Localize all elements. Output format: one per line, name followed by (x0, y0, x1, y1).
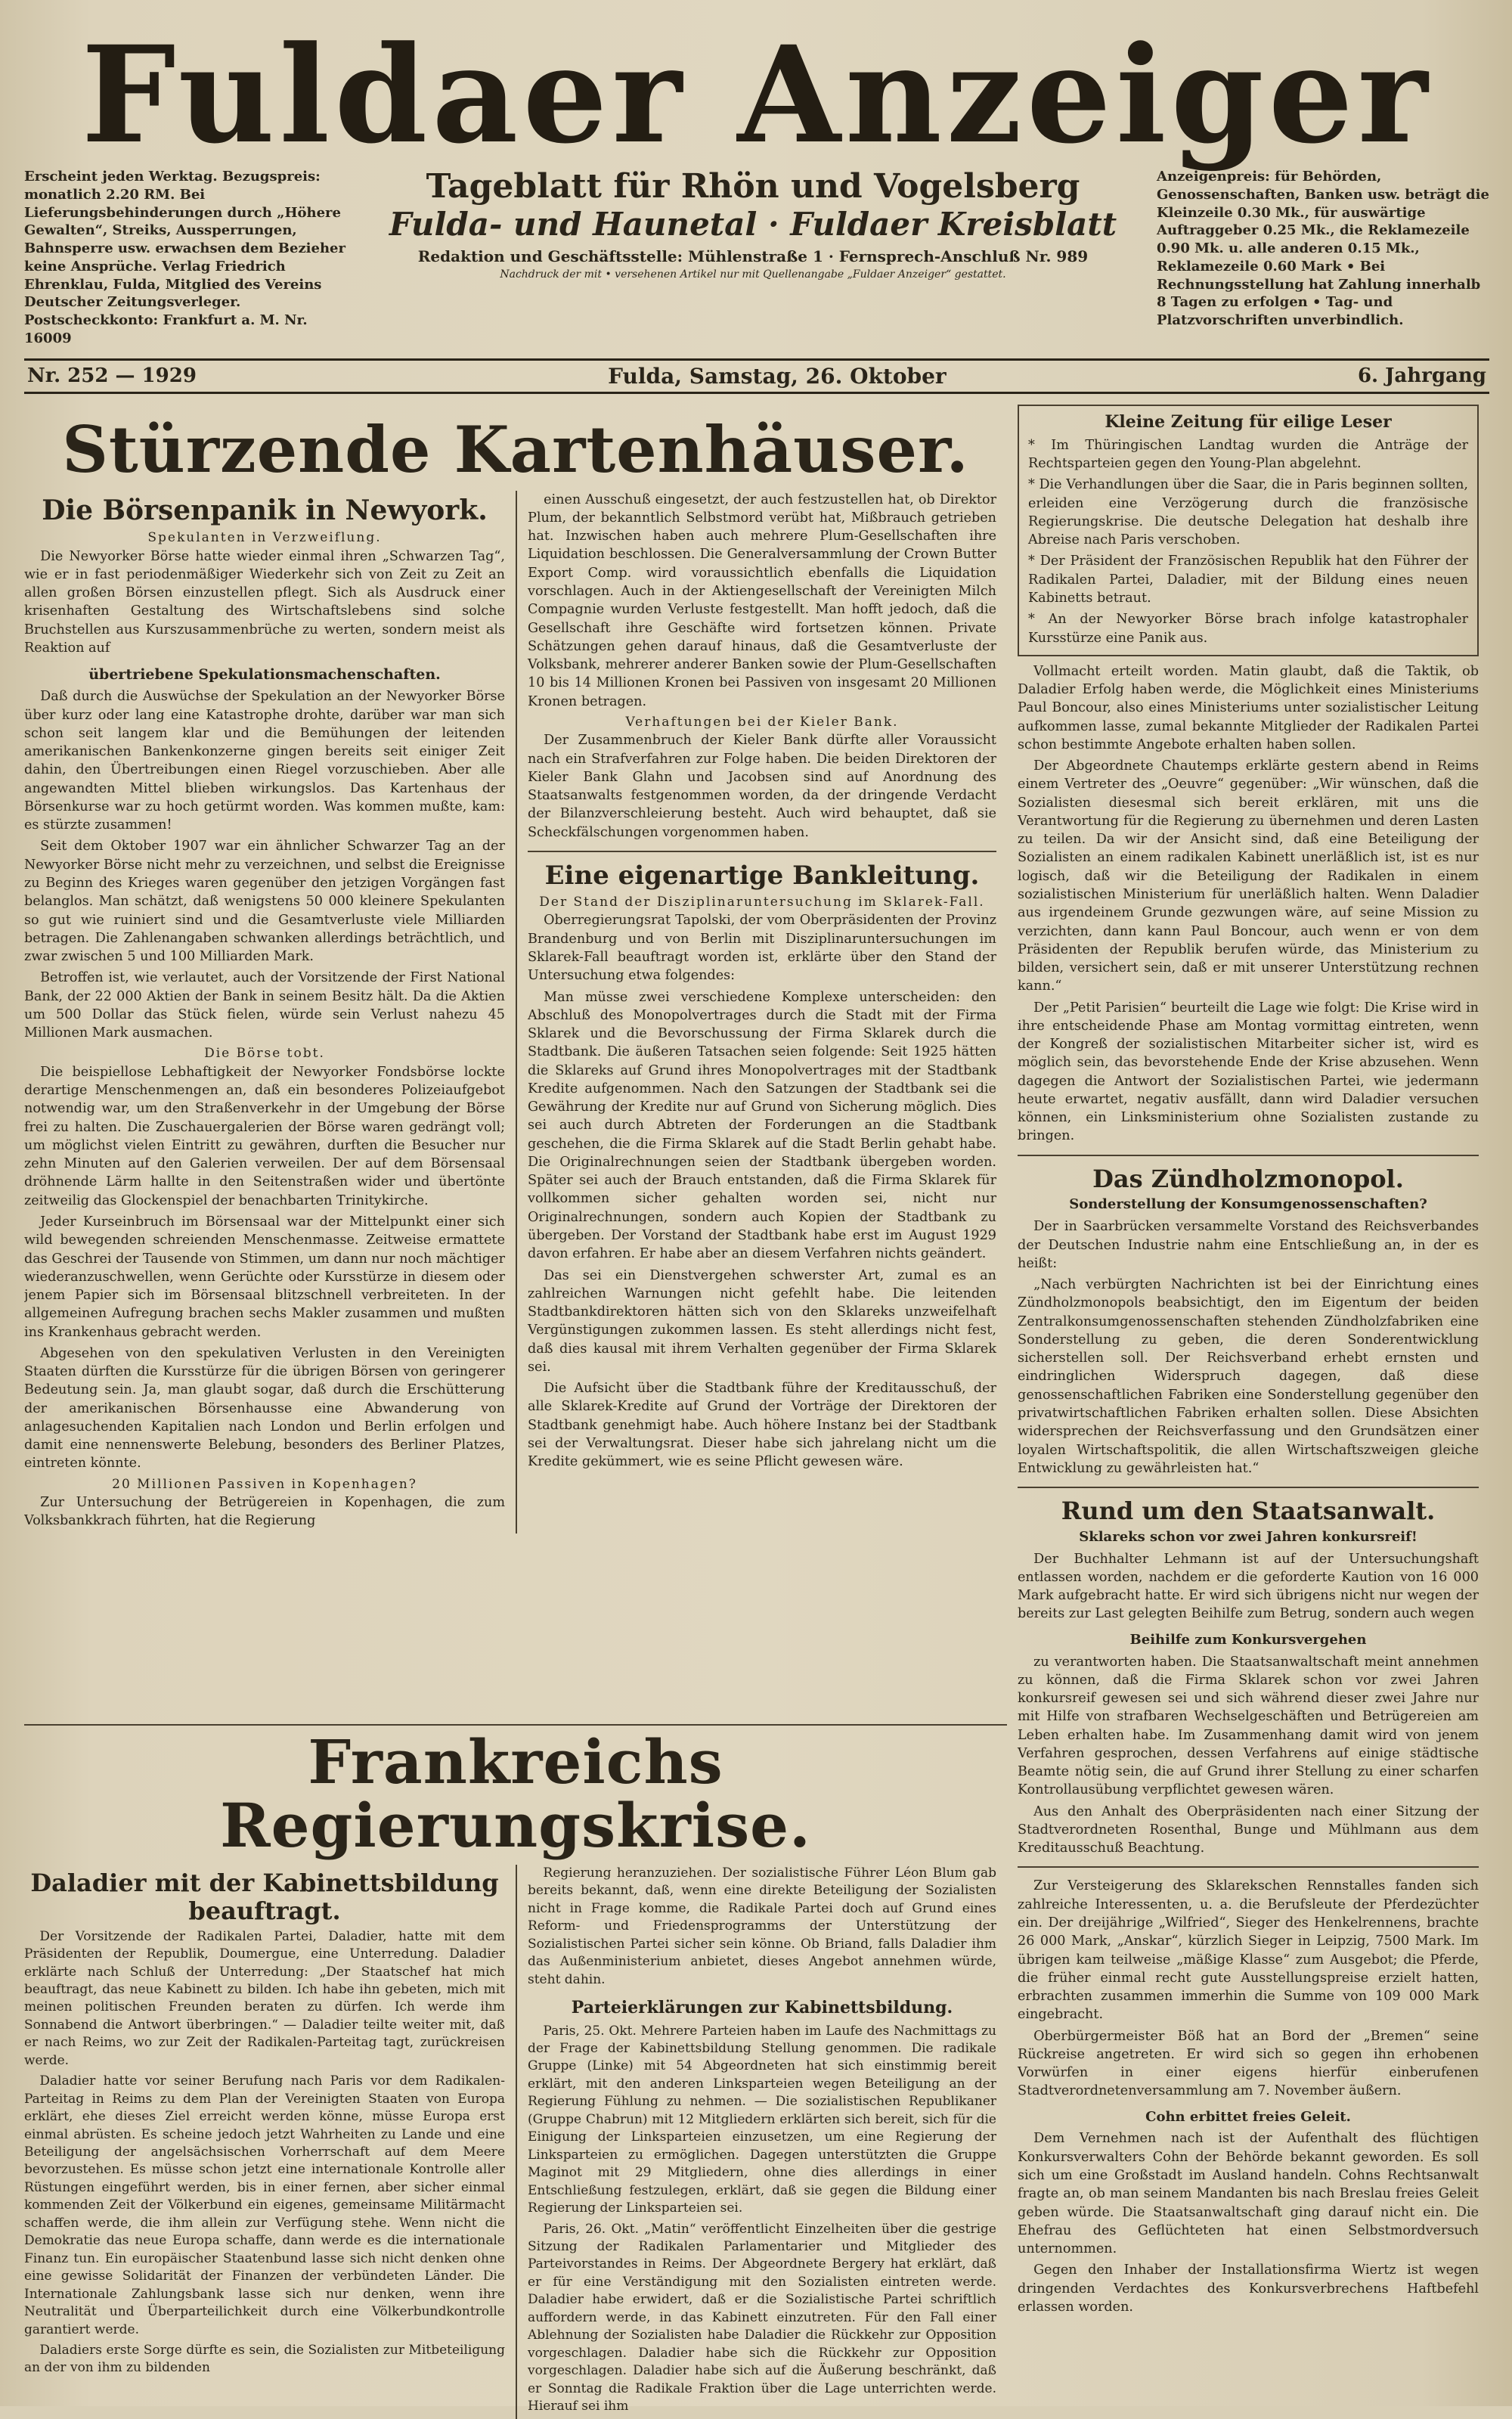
lead-subheadline: Die Börsenpanik in Newyork. (42, 494, 488, 526)
lead-kicker: Spekulanten in Verzweiflung. (147, 530, 382, 546)
lead-paragraph: Die Newyorker Börse hatte wieder einmal ihren „Schwarzen Tag“, wie er in fast periodenmäßiger Wiederkehr sich von Zeit zu Zeit an allen großen Börsen einzustellen pflegt. Sich als Ausdruck einer krisenhaften Gestaltung des Wirtschaftslebens sind solche Bruchstellen aus Kurszusammenbrüche zu werten, sondern meist als Reaktion auf (24, 548, 505, 656)
lead-paragraph: Betroffen ist, wie verlautet, auch der Vorsitzende der First National Bank, der 22 000 Aktien der Bank in seinem Besitz hält. Da die Aktien um 500 Dollar das Stück fielen, würde sein Verlust nahezu 45 Millionen Mark ausmachen. (24, 970, 505, 1041)
article-subhead: Cohn erbittet freies Geleit. (1145, 2108, 1351, 2125)
place-date: Fulda, Samstag, 26. Oktober (608, 363, 947, 389)
lead-paragraph: Seit dem Oktober 1907 war ein ähnlicher Schwarzer Tag an der Newyorker Börse nicht mehr zu verzeichnen, und selbst die Ereignisse zu Beginn des Krieges waren gegenüber den jetzigen Vorgängen fast belanglos. Man schätzt, daß wenigstens 50 000 kleinere Spekulanten so gut wie ruiniert sind und die Gesamtverluste viele Milliarden betragen. Die Zahlenangaben schwanken allerdings beträchtlich, und zwar zwischen 5 und 100 Milliarden Mark. (24, 839, 505, 965)
france-columns (24, 1865, 1007, 2419)
article-paragraph: Der Abgeordnete Chautemps erklärte gestern abend in Reims einem Vertreter des „Oeuvre“ gegenüber: „Wir wünschen, daß die Sozialisten diesesmal sich bereit erklären, mit uns die Verantwortung für die Regierung zu übernehmen und deren Lasten zu teilen. Da wir der Ansicht sind, daß eine Beteiligung der Sozialisten an einem radikalen Kabinett unerläßlich ist, ist es nur logisch, daß wir die Beteiligung der Radikalen in einem sozialistischen Ministerium für unerläßlich halten. Wenn Daladier aus irgendeinem Grunde gezwungen wäre, auf seine Mission zu verzichten, dann kann Paul Boncour, auch wenn er von dem Präsidenten der Republik berufen würde, das Ministerium zu bilden, versichert sein, daß er mit unserer Unterstützung rechnen kann.“ (1018, 758, 1479, 994)
article-paragraph: Der Zusammenbruch der Kieler Bank dürfte aller Voraussicht nach ein Strafverfahren zur Folge haben. Die beiden Direktoren der Kieler Bank Glahn und Jacobsen sind auf Anordnung des Staatsanwalts festgenommen worden, da der dringende Verdacht der Bilanzverschleierung besteht. Auch wird behauptet, daß sie Scheckfälschungen vorgenommen haben. (528, 733, 996, 840)
article-paragraph: Zur Versteigerung des Sklarekschen Rennstalles fanden sich zahlreiche Interessenten, u. a. die Berufsleute der Pferdezüchter ein. Der dreijährige „Wilfried“, Sieger des Henkelrennens, brachte 26 000 Mark, „Anskar“, kürzlich Sieger in Leipzig, 7500 Mark. Im übrigen kam teilweise „mäßige Klasse“ zum Ausgebot; die Pferde, die früher einmal recht gute Ausstellungspreise erzielt hatten, erbrachten zusammen immerhin die Summe von 109 000 Mark eingebracht. (1018, 1878, 1479, 2023)
divider (1018, 1866, 1479, 1868)
article-paragraph: Oberregierungsrat Tapolski, der vom Oberpräsidenten der Provinz Brandenburg und von Berlin mit Disziplinaruntersuchungen im Sklarek-Fall beauftragt worden ist, erklärte über den Stand der Untersuchung etwa folgendes: (528, 913, 996, 984)
article-subhead: Beihilfe zum Konkursvergehen (1129, 1631, 1367, 1648)
volume: 6. Jahrgang (1357, 364, 1486, 387)
masthead-subtitle (364, 168, 1142, 281)
news-brief-item: * Im Thüringischen Landtag wurden die Anträge der Rechtsparteien gegen den Young-Plan abgelehnt. (1028, 437, 1468, 472)
france-paragraph: Paris, 26. Okt. „Matin“ veröffentlicht Einzelheiten über die gestrige Sitzung der Radikalen Parlamentarier und Mitglieder des Parteivorstandes in Reims. Der Abgeordnete Bergery hat erklärt, daß er für eine Verständigung mit den Sozialisten eintreten werde. Daladier habe erwidert, daß er die Sozialistische Partei schriftlich auffordern werde, in das Kabinett einzutreten. Für den Fall einer Ablehnung der Sozialisten habe Daladier die Rückkehr zur Opposition vorgeschlagen. Daladier habe sich die Rückkehr zur Opposition vorgeschlagen. Daladier habe sich auf die Äußerung beschränkt, daß er Sonntag die Radikale Fraktion über die Lage unterrichten werde. Hierauf sei ihm (528, 2221, 996, 2414)
divider (528, 851, 996, 852)
article-paragraph: Man müsse zwei verschiedene Komplexe unterscheiden: den Abschluß des Monopolvertrages durch die Stadt mit der Firma Sklarek und die Bevorschussung der Firma Sklarek durch die Stadtbank. Die äußeren Tatsachen seien folgende: Seit 1925 hätten die Sklareks auf Grund ihres Monopolvertrages mit der Stadtbank Kredite aufgenommen. Nach den Satzungen der Stadtbank sei die Gewährung der Kredite nur auf Grund von Sicherung möglich. Dies sei auch durch Abtreten der Forderungen an die Stadtbank geschehen, die die Firma Sklarek auf die Stadt Berlin gehabt habe. Die Originalrechnungen seien der Stadtbank übergeben worden. Später sei auch der Brauch entstanden, daß die Firma Sklarek für vollkommen sicher gehalten worden sei, nicht nur Originalrechnungen, sondern auch Kopien der Stadtbank zu übergeben. Der Vorstand der Stadtbank habe erst im August 1929 davon erfahren. Er habe aber an diesem Verfahren nichts geändert. (528, 989, 996, 1262)
article-paragraph: Aus den Anhalt des Oberpräsidenten nach einer Sitzung der Stadtverordneten Rosenthal, Bunge und Mühlmann aus dem Kreditausschuß Beachtung. (1018, 1803, 1479, 1856)
lead-subhead: 20 Millionen Passiven in Kopenhagen? (112, 1476, 417, 1492)
lead-subhead: übertriebene Spekulationsmachenschaften. (88, 666, 441, 684)
article-paragraph: Der Buchhalter Lehmann ist auf der Untersuchungshaft entlassen worden, nachdem er die geforderte Kaution von 16 000 Mark aufgebracht hatte. Er wird sich übrigens nicht nur wegen der bereits zur Last gelegten Beihilfe zum Betrug, sondern auch wegen (1018, 1551, 1479, 1622)
issue-number: Nr. 252 — 1929 (27, 364, 197, 387)
france-section (24, 1724, 1007, 2419)
article-kicker: Sonderstellung der Konsumgenossenschaften? (1069, 1196, 1427, 1213)
office-address: Redaktion und Geschäftsstelle: Mühlenstraße 1 · Fernsprech-Anschluß Nr. 989 (417, 247, 1089, 265)
divider (1018, 1487, 1479, 1488)
article-kicker: Der Stand der Disziplinaruntersuchung im Sklarek-Fall. (539, 895, 985, 910)
lead-paragraph: Daß durch die Auswüchse der Spekulation an der Newyorker Börse über kurz oder lang eine Katastrophe drohte, darüber war man sich schon seit langem klar und die Bemühungen der leitenden amerikanischen Bankenkonzerne gingen bereits seit einiger Zeit dahin, den Übertreibungen einen Riegel vorzuschieben. Aber alle angewandten Mittel blieben wirkungslos. Das Kartenhaus der Börsenkurse war zu hoch getürmt worden. Was kommen mußte, kam: es stürzte zusammen! (24, 689, 505, 833)
france-subheadline: Daladier mit der Kabinettsbildung beauftragt. (30, 1869, 499, 1925)
article-paragraph: Dem Vernehmen nach ist der Aufenthalt des flüchtigen Konkursverwalters Cohn der Behörde bekannt geworden. Es soll sich um eine Großstadt im Ausland handeln. Cohns Rechtsanwalt fragte an, ob man seinem Mandanten bis nach Breslau freies Geleit geben würde. Die Staatsanwaltschaft ging darauf nicht ein. Die Ehefrau des Geflüchteten hat einen Selbstmordversuch unternommen. (1018, 2131, 1479, 2257)
lead-paragraph: Zur Untersuchung der Betrügereien in Kopenhagen, die zum Volksbankkrach führten, hat die Regierung (24, 1495, 505, 1529)
france-paragraph: Daladiers erste Sorge dürfte es sein, die Sozialisten zur Mitbeteiligung an der von ihm zu bildenden (24, 2343, 505, 2376)
france-paragraph: Regierung heranzuziehen. Der sozialistische Führer Léon Blum gab bereits bekannt, daß, wenn eine direkte Beteiligung der Sozialisten nicht in Frage komme, die Radikale Partei doch auf Grund eines Reform- und Friedensprogramms der Unterstützung der Sozialistischen Partei sicher sein könne. Ob Briand, falls Daladier ihm das Außenministerium anbietet, dieses Angebot annehmen würde, steht dahin. (528, 1865, 996, 1987)
lead-columns (24, 491, 1007, 1534)
lead-column-1 (24, 491, 516, 1534)
lead-paragraph: Jeder Kurseinbruch im Börsensaal war der Mittelpunkt einer sich wild bewegenden schreienden Menschenmasse. Zeitweise ermattete das Geschrei der Tausende von Stimmen, um dann nur noch mächtiger wiederanzuschwellen, wenn Gerüchte oder Kursstürze in diesem oder jenem Papier sich im Börsensaal blitzschnell verbreiteten. In der allgemeinen Aufregung brachen sechs Makler zusammen und mußten ins Krankenhaus gebracht werden. (24, 1214, 505, 1340)
article-paragraph: einen Ausschuß eingesetzt, der auch festzustellen hat, ob Direktor Plum, der bekanntlich Selbstmord verübt hat, Mißbrauch getrieben hat. Inzwischen haben auch mehrere Plum-Gesellschaften ihre Liquidation beschlossen. Die Generalversammlung der Crown Butter Export Comp. wird voraussichtlich ebenfalls die Liquidation vorschlagen. Auch in der Aktiengesellschaft der Vereinigten Milch Compagnie wurden Verluste festgestellt. Man hofft jedoch, daß die Gesellschaft ihre Geschäfte wird fortsetzen können. Private Schätzungen gehen darauf hinaus, daß die Gesamtverluste der Volksbank, mehrerer anderer Banken sowie der Plum-Gesellschaften 10 bis 14 Millionen Kronen bei Passiven von insgesamt 20 Millionen Kronen betragen. (528, 492, 996, 709)
article-paragraph: Oberbürgermeister Böß hat an Bord der „Bremen“ seine Rückreise angetreten. Er wird sich so gegen ihn erhobenen Vorwürfen in einer eigens hierfür einberufenen Stadtverordnetenversammlung am 7. November äußern. (1018, 2028, 1479, 2099)
divider (1018, 1155, 1479, 1156)
article-headline: Das Zündholzmonopol. (1092, 1164, 1404, 1193)
france-paragraph: Der Vorsitzende der Radikalen Partei, Daladier, hatte mit dem Präsidenten der Republik, Doumergue, eine Unterredung. Daladier erklärte nach Schluß der Unterredung: „Der Staatschef hat mich beauftragt, das neue Kabinett zu bilden. Ich habe ihn gebeten, mich mit meinen politischen Freunden beraten zu dürfen. Ich werde ihm Sonnabend die Antwort überbringen.“ — Daladier teilte weiter mit, daß er nach Reims, wo zur Zeit der Radikalen-Parteitag tagt, zurückreisen werde. (24, 1928, 505, 2068)
article-subhead: Verhaftungen bei der Kieler Bank. (625, 714, 899, 730)
article-headline: Eine eigenartige Bankleitung. (544, 860, 980, 891)
article-paragraph: Der „Petit Parisien“ beurteilt die Lage wie folgt: Die Krise wird in ihre entscheidende Phase am Montag vormittag eintreten, wenn der Kongreß der sozialistischen Mitarbeiter sicher ist, wird es möglich sein, das bevorstehende Ende der Krise abzusehen. Wenn dagegen die Antwort der Sozialistischen Partei, wie jedermann heute erwartet, negativ ausfällt, dann wird Daladier versuchen können, ein Linksministerium ohne Sozialisten zustande zu bringen. (1018, 1000, 1479, 1144)
subtitle-line-1: Tageblatt für Rhön und Vogelsberg (426, 167, 1080, 206)
advertising-rates: Anzeigenpreis: für Behörden, Genossenschaften, Banken usw. beträgt die Kleinzeile 0.30 Mk., für auswärtige Auftraggeber 0.25 Mk., die Reklamezeile 0.90 Mk. u. alle anderen 0.15 Mk., Reklamezeile 0.60 Mark • Bei Rechnungsstellung hat Zahlung innerhalb 8 Tagen zu erfolgen • Tag- und Platzvorschriften unverbindlich. (1157, 169, 1489, 328)
news-brief-title: Kleine Zeitung für eilige Leser (1105, 411, 1392, 432)
article-paragraph: Die Aufsicht über die Stadtbank führe der Kreditausschuß, der alle Sklarek-Kredite auf Grund der Vorträge der Direktoren der Stadtbank genehmigt habe. Auch höhere Instanz bei der Stadtbank sei der Verwaltungsrat. Dieser habe sich jahrelang nicht um die Kredite gekümmert, wie es seine Pflicht gewesen wäre. (528, 1381, 996, 1470)
lead-paragraph: Abgesehen von den spekulativen Verlusten in den Vereinigten Staaten dürften die Kursstürze für die übrigen Börsen von geringerer Bedeutung sein. Ja, man glaubt sogar, daß durch die Erschütterung der amerikanischen Börsenhausse eine Abwanderung von anlagesuchenden Kapitalien nach London und Berlin erfolgen und damit eine nennenswerte Belebung, besonders des Berliner Platzes, eintreten könnte. (24, 1345, 505, 1472)
lead-paragraph: Die beispiellose Lebhaftigkeit der Newyorker Fondsbörse lockte derartige Menschenmengen an, daß ein besonderes Polizeiaufgebot notwendig war, um den Straßenverkehr in der Umgebung der Börse frei zu halten. Die Zuschauergalerien der Börse waren gedrängt voll; um möglichst vielen Eintritt zu gewähren, durften die Besucher nur zehn Minuten auf den Galerien verweilen. Der auf dem Börsensaal dröhnende Lärm hallte in den Seitenstraßen wider und übertönte zeitweilig das Glockenspiel der benachbarten Trinitykirche. (24, 1064, 505, 1208)
news-brief-item: * Die Verhandlungen über die Saar, die in Paris beginnen sollten, erleiden eine Verzögerung durch die französische Regierungskrise. Die deutsche Delegation hat deshalb ihre Abreise nach Paris verschoben. (1028, 477, 1468, 548)
france-paragraph: Daladier hatte vor seiner Berufung nach Paris vor dem Radikalen-Parteitag in Reims zu dem Plan der Vereinigten Staaten von Europa erklärt, ehe dieses Ziel erreicht werden könne, müsse Europa erst einmal abrüsten. Es scheine jedoch jetzt Wahrheiten zu Lande und eine Beteiligung der angelsächsischen Vorherrschaft auf dem Meere bevorzustehen. Es müsse schon jetzt eine internationale Kontrolle aller Rüstungen eingeführt werden, bis in einer fernen, aber sicher einmal kommenden Zeit der Völkerbund ein eigenes, gemeinsame Militärmacht schaffen werde, die ihm allein zur Verfügung stehe. Wenn nicht die Demokratie das neue Europa schaffe, dann werde es die internationale Finanz tun. Ein europäischer Staatenbund lasse sich nicht denken ohne eine gewisse Solidarität der Finanzen der verbündeten Länder. Die Internationale Zahlungsbank lasse sich nur denken, wenn ihre Neutralität und Überparteilichkeit durch eine Völkerbundkontrolle garantiert werde. (24, 2073, 505, 2337)
subscription-info: Erscheint jeden Werktag. Bezugspreis: monatlich 2.20 RM. Bei Lieferungsbehinderungen durch „Höhere Gewalten“, Streiks, Aussperrungen, Bahnsperre usw. erwachsen dem Bezieher keine Ansprüche. Verlag Friedrich Ehrenklau, Fulda, Mitglied des Vereins Deutscher Zeitungsverleger. Postscheckkonto: Frankfurt a. M. Nr. 16009 (24, 169, 345, 346)
lead-headline: Stürzende Kartenhäuser. (62, 411, 969, 487)
subtitle-line-2: Fulda- und Haunetal · Fuldaer Kreisblatt (389, 205, 1117, 243)
article-paragraph: zu verantworten haben. Die Staatsanwaltschaft meint annehmen zu können, daß die Firma Sklarek schon vor zwei Jahren konkursreif gewesen sei und sich während dieser zwei Jahre nur mit Hilfe von strafbaren Wechselgeschäften und Betrügereien am Leben erhalten habe. Im Zusammenhang damit wird von jenem Verfahren gesprochen, dessen Verfahrens auf einige städtische Beamte nötig sein, die auf Grund ihrer Stellung zu einer scharfen Kontrollausübung verpflichtet gewesen wären. (1018, 1654, 1479, 1798)
news-brief-item: * An der Newyorker Börse brach infolge katastrophaler Kursstürze eine Panik aus. (1028, 612, 1468, 646)
france-paragraph: Paris, 25. Okt. Mehrere Parteien haben im Laufe des Nachmittags zu der Frage der Kabinettsbildung Stellung genommen. Die radikale Gruppe (Linke) mit 54 Abgeordneten hat sich einstimmig bereit erklärt, mit den anderen Linksparteien wegen Beteiligung an der Regierung Fühlung zu nehmen. — Die sozialistischen Republikaner (Gruppe Chabrun) mit 12 Mitgliedern erklärten sich bereit, sich für die Einigung der Linksparteien einzusetzen, um eine Regierung der Linksparteien zu ermöglichen. Dagegen unterstützten die Gruppe Maginot mit 29 Mitgliedern, ohne dies allerdings in einer Entschließung festzulegen, erklärt, daß sie gegen die Bildung einer Regierung der Linksparteien sei. (528, 2023, 996, 2216)
france-column-1 (24, 1865, 516, 2419)
article-paragraph: Vollmacht erteilt worden. Matin glaubt, daß die Taktik, ob Daladier Erfolg haben werde, die Möglichkeit eines Ministeriums Paul Boncour, also eines Ministeriums unter sozialistischer Leitung aufkommen lasse, zumal bekannte Mitglieder der Radikalen Partei schon bestimmte Angebote erhalten haben sollen. (1018, 663, 1479, 752)
article-headline: Rund um den Staatsanwalt. (1061, 1496, 1436, 1526)
dateline (24, 358, 1489, 394)
france-headline: Frankreichs Regierungskrise. (220, 1726, 811, 1861)
france-subhead: Parteierklärungen zur Kabinettsbildung. (571, 1998, 953, 2018)
reprint-note: Nachdruck der mit • versehenen Artikel nur mit Quellenangabe „Fuldaer Anzeiger“ gestattet. (500, 268, 1006, 281)
newspaper-title: Fuldaer Anzeiger (81, 17, 1433, 173)
right-column (1007, 405, 1489, 2320)
masthead-info (24, 168, 1489, 348)
france-column-2 (516, 1865, 1007, 2419)
news-brief-box (1018, 405, 1479, 656)
divider (24, 1724, 1007, 1726)
news-brief-item: * Der Präsident der Französischen Republik hat den Führer der Radikalen Partei, Daladier, mit der Bildung eines neuen Kabinetts betraut. (1028, 554, 1468, 606)
lead-column-2 (516, 491, 1007, 1534)
article-kicker: Sklareks schon vor zwei Jahren konkursreif! (1079, 1528, 1418, 1545)
article-paragraph: Das sei ein Dienstvergehen schwerster Art, zumal es an zahlreichen Warnungen nicht gefehlt habe. Die leitenden Stadtbankdirektoren hätten sich von den Sklareks unzweifelhaft Vergünstigungen zukommen lassen. Es steht allerdings nicht fest, daß dies kausal mit ihrem Verhalten gegenüber der Firma Sklarek sei. (528, 1267, 996, 1375)
article-paragraph: „Nach verbürgten Nachrichten ist bei der Einrichtung eines Zündholzmonopols beabsichtigt, den im Eigentum der beiden Zentralkonsumgenossenschaften stehenden Zündholzfabriken eine Sonderstellung zu geben, die deren Sonderentwicklung sicherstellen soll. Der Reichsverband erhebt ernsten und eindringlichen Widerspruch dagegen, daß diese genossenschaftlichen Fabriken eine Sonderstellung gegenüber den privatwirtschaftlichen Fabriken erhalten sollen. Diese Absichten widersprechen der Reichsverfassung und den Grundsätzen einer loyalen Wirtschaftspolitik, die allen Wirtschaftszweigen gleiche Entwicklung zu gewährleisten hat.“ (1018, 1277, 1479, 1476)
lead-subhead: Die Börse tobt. (204, 1046, 325, 1062)
article-paragraph: Der in Saarbrücken versammelte Vorstand des Reichsverbandes der Deutschen Industrie nahm eine Entschließung an, in der es heißt: (1018, 1219, 1479, 1271)
article-paragraph: Gegen den Inhaber der Installationsfirma Wiertz ist wegen dringenden Verdachtes des Konkursverbrechens Haftbefehl erlassen worden. (1018, 2262, 1479, 2315)
